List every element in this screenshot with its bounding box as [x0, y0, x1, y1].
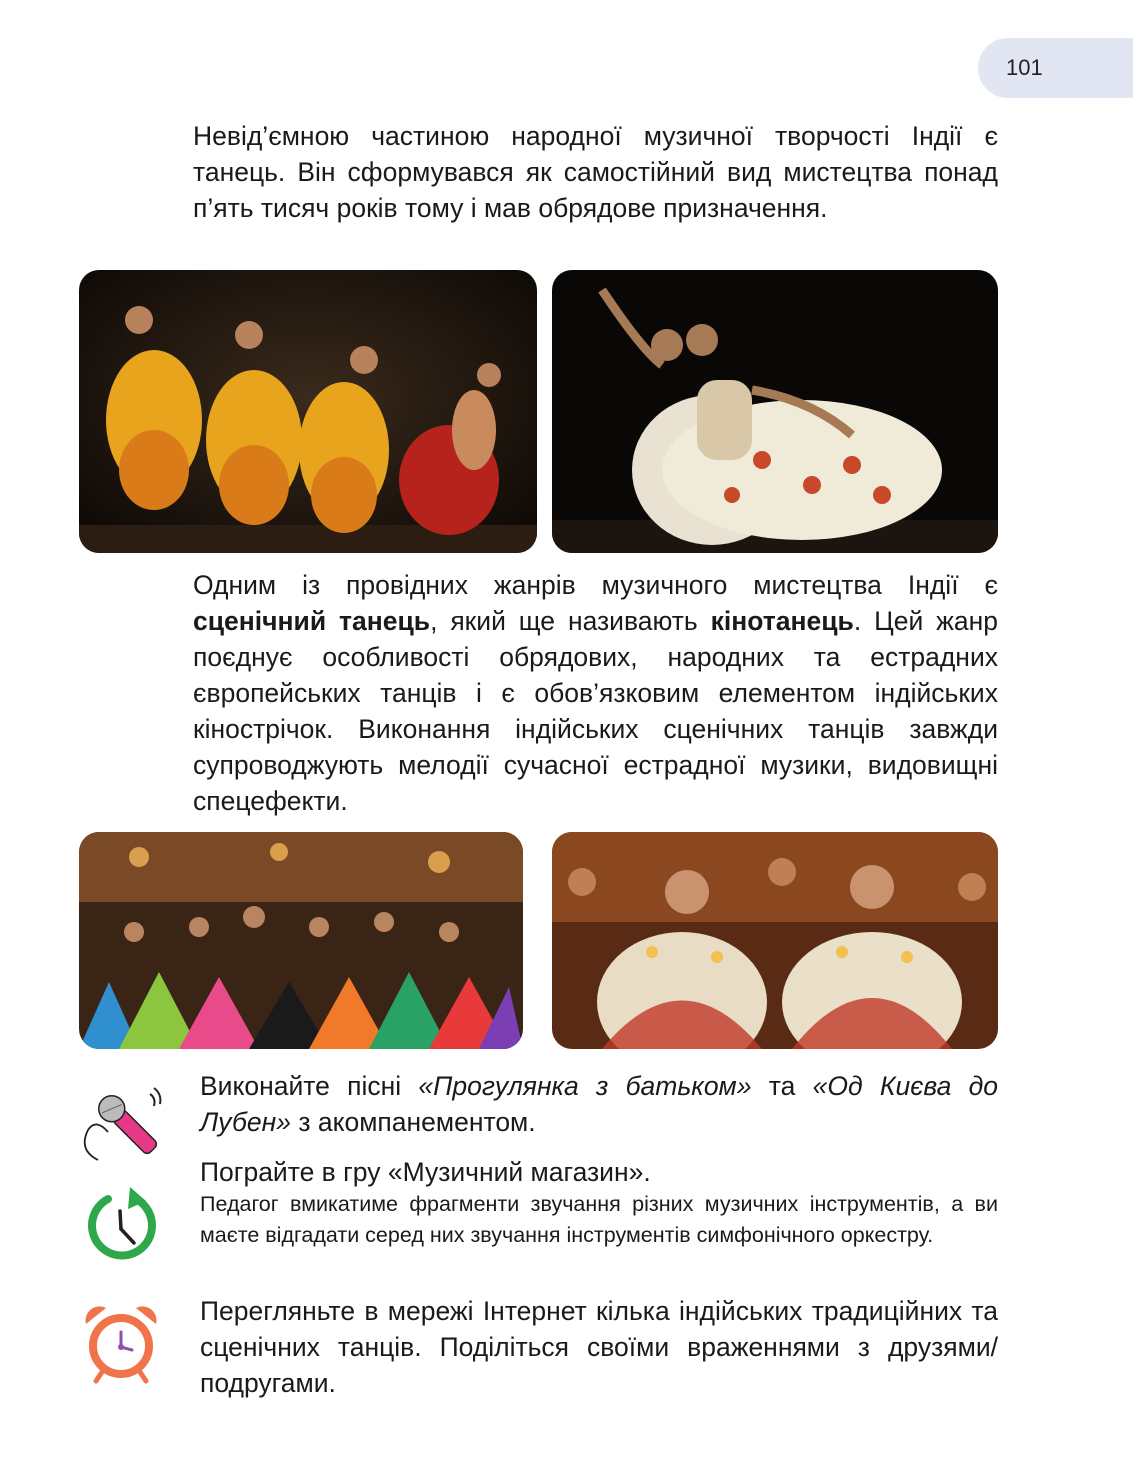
- task-game-title: Пограйте в гру «Музичний магазин».: [200, 1157, 651, 1187]
- page-number: 101: [978, 38, 1133, 98]
- clock-arrow-icon: [80, 1183, 162, 1263]
- task-sing-songs: Виконайте пісні «Прогулянка з батьком» та «Од Києва до Лубен» з акомпанементом.: [200, 1071, 998, 1137]
- photo-classical-dancers: [79, 270, 537, 553]
- song-title-1: «Прогулянка з батьком»: [418, 1071, 752, 1101]
- photo-sari-dancers: [552, 832, 998, 1049]
- photo-dancing-couple: [552, 270, 998, 553]
- intro-paragraph: Невід’ємною частиною народної музичної творчості Індії є танець. Він сформувався як самостійний вид мистецтва понад п’ять тисяч років тому і мав обрядове призначення.: [193, 121, 998, 223]
- term-film-dance: кінотанець: [710, 606, 854, 636]
- task-watch-dances: Перегляньте в мережі Інтернет кілька індійських традиційних та сценічних танців. Поділіться своїми враженнями з друзями/подругами.: [200, 1296, 998, 1398]
- photo-bollywood-group: [79, 832, 523, 1049]
- task-game-description: Педагог вмикатиме фрагменти звучання різних музичних інструментів, а ви маєте відгадати серед них звучання інструментів симфонічного оркестру.: [200, 1192, 998, 1247]
- microphone-icon: [78, 1080, 173, 1165]
- song-title-2: «Од Києва до Лубен»: [200, 1071, 998, 1137]
- term-stage-dance: сценічний танець: [193, 606, 431, 636]
- alarm-clock-icon: [80, 1302, 162, 1384]
- stage-dance-paragraph: Одним із провідних жанрів музичного мистецтва Індії є сценічний танець, який ще називають кінотанець. Цей жанр поєднує особливості обрядових, народних та естрадних європейських танців і є обов’язковим елементом індійських кінострічок. Виконання індійських сценічних танців завжди супроводжують мелодії сучасної естрадної музики, видовищні спецефекти.: [193, 570, 999, 816]
